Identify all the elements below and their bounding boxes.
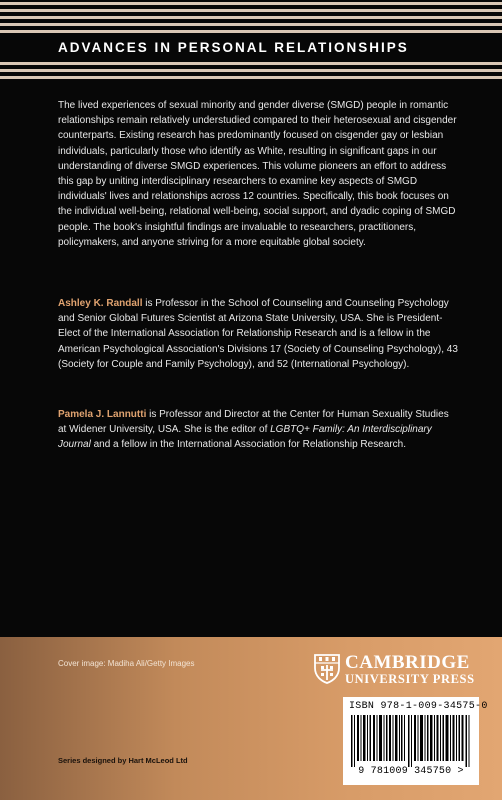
author-bio-randall: [58, 296, 458, 372]
stripe: [0, 76, 502, 79]
stripe: [0, 23, 502, 26]
crest-icon: [314, 654, 340, 684]
author-bio-text: is Professor in the School of Counseling and Counseling Psychology and Senior Global Futures Scientist at Arizona State University, USA. She is President-Elect of the International Association for Relationship Research and is a fellow in the American Psychological Association's Divisions 17 (Society of Counseling Psychology), 43 (Society for Couple and Family Psychology), and 52 (International Psychology).: [58, 298, 458, 370]
cover-image-credit: Cover image: Madiha Ali/Getty Images: [58, 659, 195, 668]
publisher-subname: UNIVERSITY PRESS: [345, 672, 475, 686]
stripe: [0, 16, 502, 19]
barcode-digits: 9 781009 345750 >: [358, 766, 464, 777]
author-bio-text: and a fellow in the International Association for Relationship Research.: [90, 439, 406, 451]
series-designer-credit: Series designed by Hart McLeod Ltd: [58, 756, 188, 765]
title-stripes: [0, 60, 502, 82]
stripe: [0, 62, 502, 65]
isbn-text: ISBN 978-1-009-34575-0: [349, 701, 488, 712]
stripe: [0, 9, 502, 12]
author-bio-lannutti: [58, 407, 458, 453]
author-name: Pamela J. Lannutti: [58, 409, 147, 420]
author-bio-text: is Professor and Director at the Center for Human Sexuality Studies at Widener University, USA. She is the editor of: [58, 409, 449, 436]
cambridge-logo: [314, 652, 474, 686]
journal-title: LGBTQ+ Family: An Interdisciplinary Journal: [58, 424, 432, 451]
stripe: [0, 30, 502, 33]
book-blurb: The lived experiences of sexual minority and gender diverse (SMGD) people in romantic relationships remain relatively understudied compared to their heterosexual and cisgender counterparts. Existing research has predominantly focused on cisgender gay or lesbian individuals, particularly those who identify as White, resulting in significant gaps in our understanding of diverse SMGD experiences. This volume pioneers an effort to address this gap by uniting interdisciplinary researchers to examine key aspects of SMGD individuals' lives and relationships across 12 countries. Specifically, this book focuses on the individual well-being, relational well-being, social support, and dyadic coping of SMGD people. The book's insightful findings are invaluable to researchers, practitioners, policymakers, and anyone striving for a more equitable global society.: [58, 100, 457, 248]
publisher-name: CAMBRIDGE: [345, 652, 470, 673]
barcode-bars: [351, 715, 471, 767]
author-name: Ashley K. Randall: [58, 298, 143, 309]
stripe: [0, 69, 502, 72]
barcode: [343, 697, 488, 785]
stripe: [0, 2, 502, 5]
series-title: ADVANCES IN PERSONAL RELATIONSHIPS: [58, 40, 409, 55]
top-stripes: [0, 0, 502, 36]
